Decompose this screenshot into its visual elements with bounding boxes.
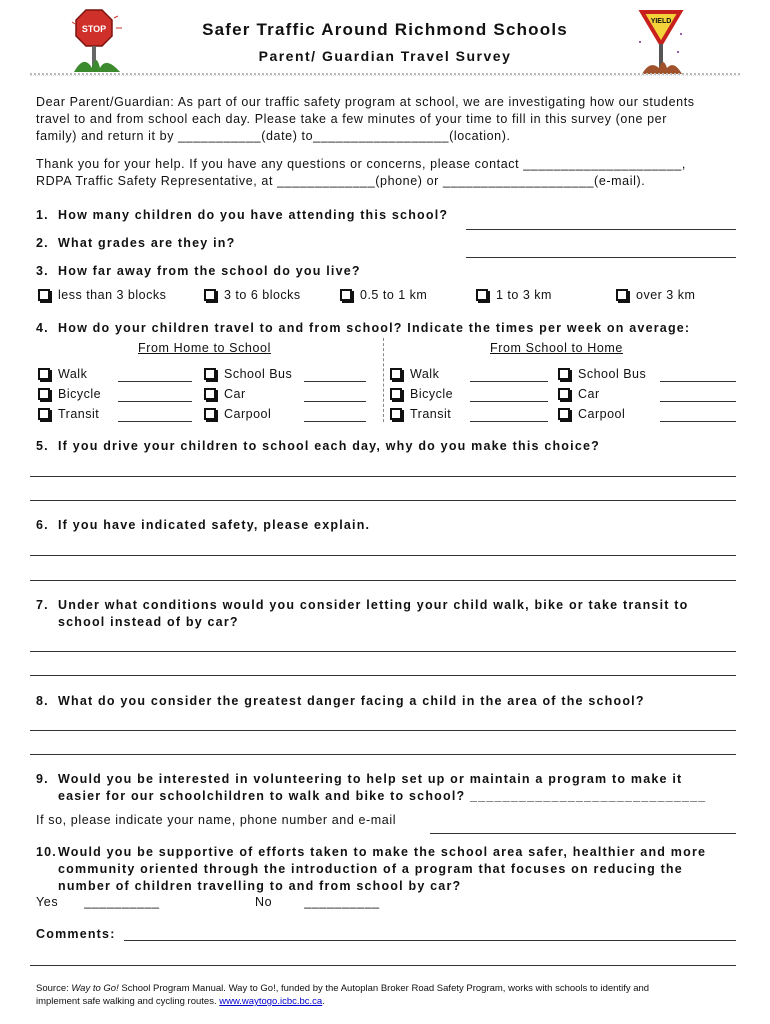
- home-bicycle-times[interactable]: [118, 401, 192, 402]
- intro-line-2: travel to and from school each day. Please take a few minutes of your time to fill in this survey (one per: [36, 112, 668, 126]
- question-7: 7. Under what conditions would you consider letting your child walk, bike or take transit to school instead of by car?: [36, 598, 689, 629]
- home-carpool-option[interactable]: Carpool: [204, 407, 271, 421]
- checkbox-icon[interactable]: [38, 289, 50, 301]
- question-3: 3. How far away from the school do you live?: [36, 264, 361, 278]
- school-walk-times[interactable]: [470, 381, 548, 382]
- school-car-times[interactable]: [660, 401, 736, 402]
- school-bicycle-times[interactable]: [470, 401, 548, 402]
- school-transit-times[interactable]: [470, 421, 548, 422]
- home-carpool-times[interactable]: [304, 421, 366, 422]
- question-4: 4. How do your children travel to and from school? Indicate the times per week on average:: [36, 321, 691, 335]
- q5-answer-line-1[interactable]: [30, 476, 736, 477]
- checkbox-icon[interactable]: [390, 368, 402, 380]
- distance-option-5[interactable]: over 3 km: [616, 288, 695, 302]
- q6-answer-line-1[interactable]: [30, 555, 736, 556]
- comments-label: Comments:: [36, 927, 116, 941]
- question-6: 6. If you have indicated safety, please explain.: [36, 518, 371, 532]
- home-schoolbus-times[interactable]: [304, 381, 366, 382]
- q10-no[interactable]: No __________: [255, 895, 380, 909]
- yield-sign-text: YIELD: [650, 18, 672, 25]
- checkbox-icon[interactable]: [558, 408, 570, 420]
- comments-line-1[interactable]: [124, 940, 736, 941]
- school-carpool-option[interactable]: Carpool: [558, 407, 625, 421]
- stop-sign-text: STOP: [81, 24, 107, 34]
- school-bicycle-option[interactable]: Bicycle: [390, 387, 453, 401]
- checkbox-icon[interactable]: [204, 408, 216, 420]
- stop-sign-icon: [70, 8, 126, 74]
- manual-title: Way to Go!: [71, 983, 119, 994]
- from-home-heading: From Home to School: [138, 341, 271, 355]
- school-carpool-times[interactable]: [660, 421, 736, 422]
- from-school-heading: From School to Home: [490, 341, 623, 355]
- question-2: 2. What grades are they in?: [36, 236, 236, 250]
- question-8: 8. What do you consider the greatest danger facing a child in the area of the school?: [36, 694, 645, 708]
- school-car-option[interactable]: Car: [558, 387, 600, 401]
- page-subtitle: Parent/ Guardian Travel Survey: [258, 48, 512, 64]
- checkbox-icon[interactable]: [204, 388, 216, 400]
- home-transit-times[interactable]: [118, 421, 192, 422]
- checkbox-icon[interactable]: [390, 408, 402, 420]
- home-car-option[interactable]: Car: [204, 387, 246, 401]
- checkbox-icon[interactable]: [340, 289, 352, 301]
- page-title: Safer Traffic Around Richmond Schools: [202, 20, 568, 39]
- q7-answer-line-1[interactable]: [30, 651, 736, 652]
- home-walk-times[interactable]: [118, 381, 192, 382]
- intro-line-3: family) and return it by ___________(date) to__________________(location).: [36, 129, 511, 143]
- q7-answer-line-2[interactable]: [30, 675, 736, 676]
- distance-option-3[interactable]: 0.5 to 1 km: [340, 288, 427, 302]
- checkbox-icon[interactable]: [38, 408, 50, 420]
- distance-option-1[interactable]: less than 3 blocks: [38, 288, 166, 302]
- school-walk-option[interactable]: Walk: [390, 367, 439, 381]
- distance-option-4[interactable]: 1 to 3 km: [476, 288, 552, 302]
- checkbox-icon[interactable]: [558, 368, 570, 380]
- q6-answer-line-2[interactable]: [30, 580, 736, 581]
- q9-followup: If so, please indicate your name, phone number and e-mail: [36, 813, 397, 827]
- checkbox-icon[interactable]: [38, 368, 50, 380]
- checkbox-icon[interactable]: [204, 289, 216, 301]
- intro-line-1: Dear Parent/Guardian: As part of our traffic safety program at school, we are investigating how our students: [36, 95, 695, 109]
- yield-sign-icon: [636, 8, 686, 76]
- q2-answer-line[interactable]: [466, 257, 736, 258]
- comments-line-2[interactable]: [30, 965, 736, 966]
- q10-yes[interactable]: Yes __________: [36, 895, 160, 909]
- question-1: 1. How many children do you have attending this school?: [36, 208, 449, 222]
- q5-answer-line-2[interactable]: [30, 500, 736, 501]
- header-divider: [30, 73, 740, 76]
- question-10: 10.Would you be supportive of efforts taken to make the school area safer, healthier and more community oriented through the introduction of a program that focuses on reducing the number of children travelling to and from school by car?: [36, 845, 707, 893]
- intro-paragraph: [36, 94, 736, 145]
- contact-paragraph: [36, 156, 736, 190]
- home-transit-option[interactable]: Transit: [38, 407, 99, 421]
- school-schoolbus-times[interactable]: [660, 381, 736, 382]
- home-bicycle-option[interactable]: Bicycle: [38, 387, 101, 401]
- checkbox-icon[interactable]: [38, 388, 50, 400]
- school-transit-option[interactable]: Transit: [390, 407, 451, 421]
- school-schoolbus-option[interactable]: School Bus: [558, 367, 646, 381]
- q1-answer-line[interactable]: [466, 229, 736, 230]
- distance-option-2[interactable]: 3 to 6 blocks: [204, 288, 301, 302]
- home-schoolbus-option[interactable]: School Bus: [204, 367, 292, 381]
- q8-answer-line-1[interactable]: [30, 730, 736, 731]
- checkbox-icon[interactable]: [558, 388, 570, 400]
- checkbox-icon[interactable]: [476, 289, 488, 301]
- question-5: 5. If you drive your children to school each day, why do you make this choice?: [36, 439, 600, 453]
- intro-line-4: Thank you for your help. If you have any questions or concerns, please contact _____________________,: [36, 157, 686, 171]
- checkbox-icon[interactable]: [204, 368, 216, 380]
- column-divider: [383, 338, 384, 422]
- checkbox-icon[interactable]: [390, 388, 402, 400]
- checkbox-icon[interactable]: [616, 289, 628, 301]
- question-9: 9. Would you be interested in volunteering to help set up or maintain a program to make it easier for our schoolchildren to walk and bike to school? _____________________________: [36, 772, 707, 803]
- home-walk-option[interactable]: Walk: [38, 367, 87, 381]
- q9-contact-line[interactable]: [430, 833, 736, 834]
- home-car-times[interactable]: [304, 401, 366, 402]
- website-link[interactable]: www.waytogo.icbc.bc.ca: [219, 996, 323, 1007]
- source-footer: Source: Way to Go! School Program Manual. Way to Go!, funded by the Autoplan Broker Road Safety Program, works with schools to identify and implement safe walking and cycling routes. www.waytogo.icbc.bc.ca.: [36, 983, 650, 1007]
- intro-line-5: RDPA Traffic Safety Representative, at _____________(phone) or ____________________(e-mail).: [36, 174, 646, 188]
- q8-answer-line-2[interactable]: [30, 754, 736, 755]
